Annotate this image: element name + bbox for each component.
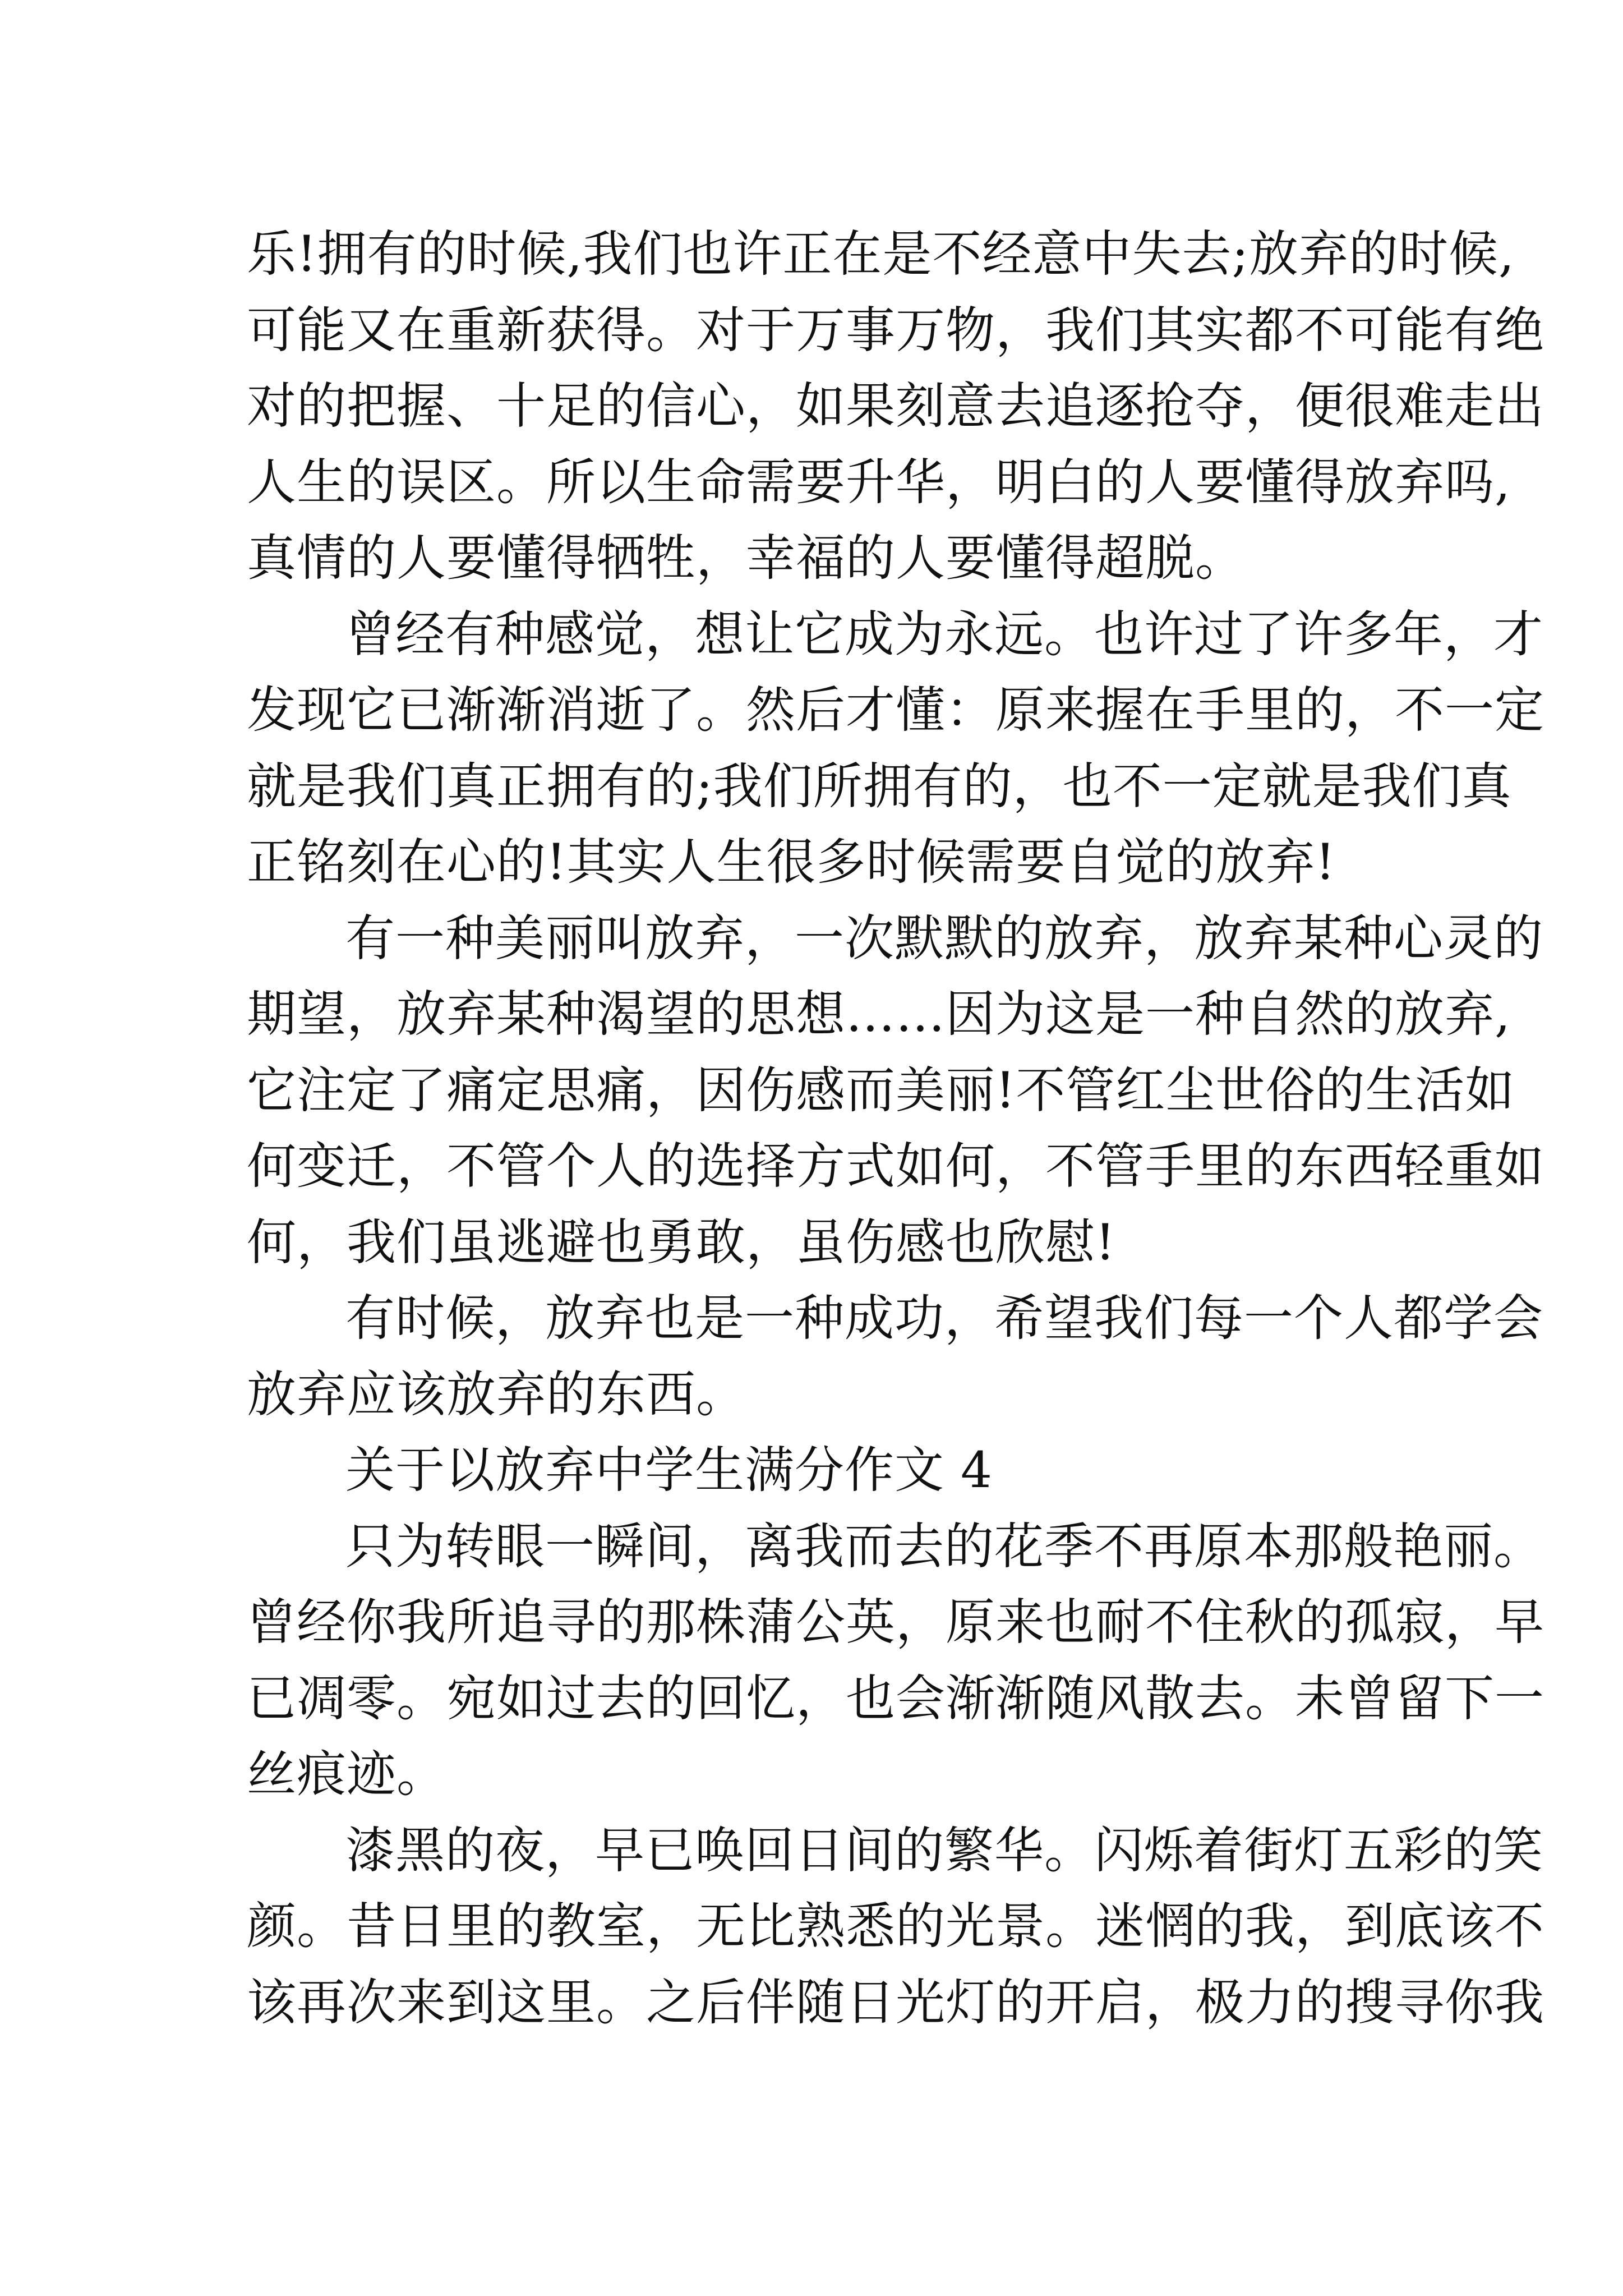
text-line: 放弃应该放弃的东西。	[247, 1365, 746, 1423]
text-line: 就是我们真正拥有的;我们所拥有的，也不一定就是我们真	[247, 757, 1512, 815]
text-line: 可能又在重新获得。对于万事万物，我们其实都不可能有绝	[247, 301, 1545, 359]
text-line: 该再次来到这里。之后伴随日光灯的开启，极力的搜寻你我	[247, 1973, 1545, 2031]
text-line: 人生的误区。所以生命需要升华，明白的人要懂得放弃吗,	[247, 453, 1511, 511]
text-line: 对的把握、十足的信心，如果刻意去追逐抢夺，便很难走出	[247, 377, 1545, 435]
paragraph-first-line: 只为转眼一瞬间，离我而去的花季不再原本那般艳丽。	[345, 1517, 1544, 1575]
text-line: 何变迁，不管个人的选择方式如何，不管手里的东西轻重如	[247, 1137, 1545, 1195]
document-body	[247, 216, 1545, 2040]
text-line: 何，我们虽逃避也勇敢，虽伤感也欣慰!	[247, 1213, 1116, 1271]
section-heading: 关于以放弃中学生满分作文 4	[345, 1441, 993, 1499]
text-line: 丝痕迹。	[247, 1745, 447, 1803]
text-line: 发现它已渐渐消逝了。然后才懂：原来握在手里的，不一定	[247, 681, 1545, 739]
text-line: 真情的人要懂得牺牲，幸福的人要懂得超脱。	[247, 529, 1246, 587]
text-line: 曾经你我所追寻的那株蒲公英，原来也耐不住秋的孤寂，早	[247, 1593, 1545, 1651]
text-line: 正铭刻在心的!其实人生很多时候需要自觉的放弃!	[247, 833, 1336, 891]
text-line: 已凋零。宛如过去的回忆，也会渐渐随风散去。未曾留下一	[247, 1669, 1545, 1727]
text-line: 期望，放弃某种渴望的思想……因为这是一种自然的放弃,	[247, 985, 1511, 1043]
text-line: 颜。昔日里的教室，无比熟悉的光景。迷惘的我，到底该不	[247, 1897, 1545, 1955]
paragraph-first-line: 漆黑的夜，早已唤回日间的繁华。闪烁着街灯五彩的笑	[345, 1821, 1544, 1879]
text-line: 乐!拥有的时候,我们也许正在是不经意中失去;放弃的时候,	[247, 225, 1515, 283]
paragraph-first-line: 有一种美丽叫放弃，一次默默的放弃，放弃某种心灵的	[345, 909, 1544, 967]
paragraph-first-line: 曾经有种感觉，想让它成为永远。也许过了许多年，才	[345, 605, 1544, 663]
text-line: 它注定了痛定思痛，因伤感而美丽!不管红尘世俗的生活如	[247, 1061, 1515, 1119]
paragraph-first-line: 有时候，放弃也是一种成功，希望我们每一个人都学会	[345, 1289, 1544, 1347]
